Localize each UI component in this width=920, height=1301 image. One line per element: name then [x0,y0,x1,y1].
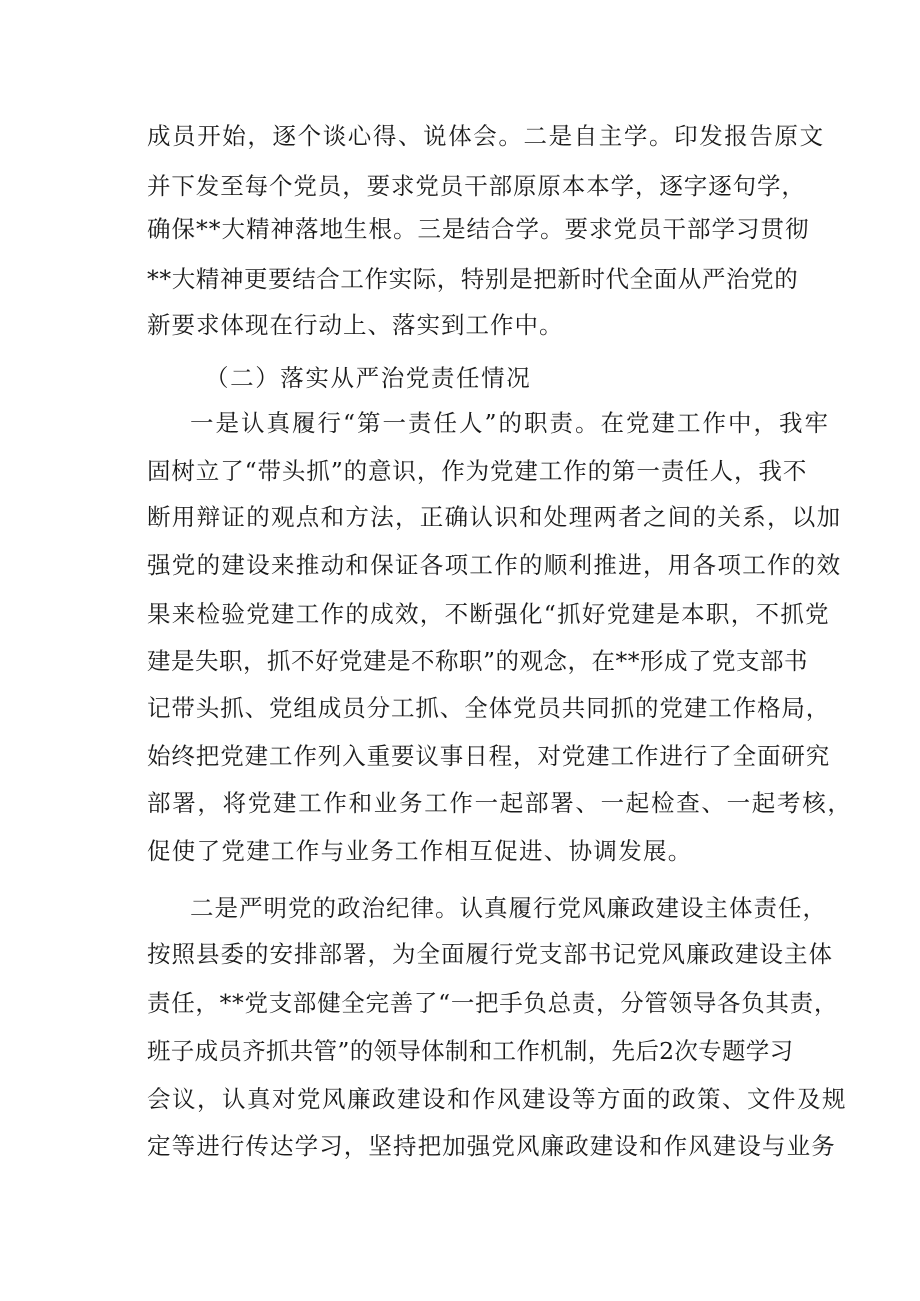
text-line: 成员开始，逐个谈心得、说体会。二是自主学。印发报告原文 [147,122,825,150]
section-heading: （二）落实从严治党责任情况 [205,364,532,392]
text-line: 建是失职，抓不好党建是不称职”的观念，在**形成了党支部书 [147,647,809,675]
text-line: 断用辩证的观点和方法，正确认识和处理两者之间的关系，以加 [147,503,842,531]
text-line: 班子成员齐抓共管”的领导体制和工作机制，先后2次专题学习 [147,1037,794,1065]
text-line: 强党的建设来推动和保证各项工作的顺利推进，用各项工作的效 [147,551,842,579]
text-line: 记带头抓、党组成员分工抓、全体党员共同抓的党建工作格局， [147,694,831,722]
text-line: 并下发至每个党员，要求党员干部原原本本学，逐字逐句学， [147,172,806,200]
text-line: 会议，认真对党风廉政建设和作风建设等方面的政策、文件及规 [147,1085,847,1113]
text-line: 部署，将党建工作和业务工作一起部署、一起检查、一起考核， [147,789,853,817]
text-line: 始终把党建工作列入重要议事日程，对党建工作进行了全面研究 [147,742,831,770]
text-line: 确保**大精神落地生根。三是结合学。要求党员干部学习贯彻 [147,215,810,243]
text-line: 按照县委的安排部署，为全面履行党支部书记党风廉政建设主体 [147,940,833,968]
text-line: 定等进行传达学习，坚持把加强党风廉政建设和作风建设与业务 [147,1132,836,1160]
text-line: 一是认真履行“第一责任人”的职责。在党建工作中，我牢 [190,409,831,437]
text-line: 果来检验党建工作的成效，不断强化“抓好党建是本职，不抓党 [147,600,830,628]
text-line: 促使了党建工作与业务工作相互促进、协调发展。 [147,837,693,865]
text-line: 责任，**党支部健全完善了“一把手负总责，分管领导各负其责， [147,989,839,1017]
text-line: **大精神更要结合工作实际，特别是把新时代全面从严治党的 [147,265,799,293]
text-line: 二是严明党的政治纪律。认真履行党风廉政建设主体责任， [190,894,827,922]
text-line: 新要求体现在行动上、落实到工作中。 [147,311,564,339]
text-line: 固树立了“带头抓”的意识，作为党建工作的第一责任人，我不 [147,457,808,485]
